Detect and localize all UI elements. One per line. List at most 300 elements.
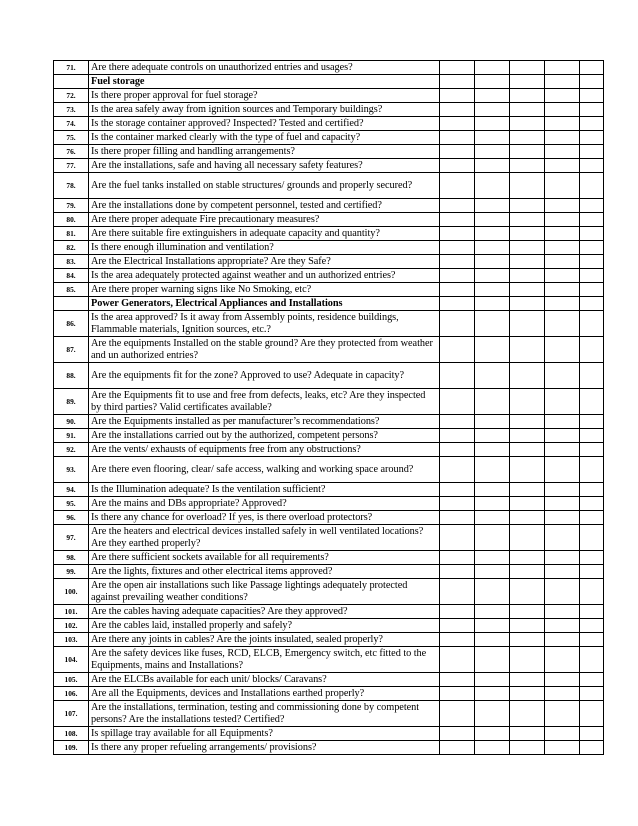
answer-cell-5[interactable]: [580, 199, 604, 213]
item-number: [54, 297, 89, 311]
answer-cell-1[interactable]: [440, 701, 475, 727]
answer-cell-2[interactable]: [475, 511, 510, 525]
answer-cell-3[interactable]: [510, 701, 545, 727]
answer-cell-3[interactable]: [510, 497, 545, 511]
answer-cell-3[interactable]: [510, 483, 545, 497]
answer-cell-3[interactable]: [510, 415, 545, 429]
answer-cell-4[interactable]: [545, 173, 580, 199]
answer-cell-1[interactable]: [440, 741, 475, 755]
answer-cell-2[interactable]: [475, 145, 510, 159]
answer-cell-4[interactable]: [545, 159, 580, 173]
answer-cell-1[interactable]: [440, 61, 475, 75]
answer-cell-1[interactable]: [440, 241, 475, 255]
answer-cell-5[interactable]: [580, 103, 604, 117]
answer-cell-3[interactable]: [510, 429, 545, 443]
answer-cell-2[interactable]: [475, 173, 510, 199]
answer-cell-1[interactable]: [440, 297, 475, 311]
answer-cell-2[interactable]: [475, 633, 510, 647]
answer-cell-4[interactable]: [545, 457, 580, 483]
answer-cell-1[interactable]: [440, 457, 475, 483]
answer-cell-3[interactable]: [510, 525, 545, 551]
answer-cell-5[interactable]: [580, 159, 604, 173]
question-text: Is the area approved? Is it away from Assembly points, residence buildings, Flammable materials, Ignition sources, etc.?: [89, 311, 440, 337]
answer-cell-1[interactable]: [440, 145, 475, 159]
answer-cell-1[interactable]: [440, 283, 475, 297]
question-text: Are there any joints in cables? Are the joints insulated, sealed properly?: [89, 633, 440, 647]
answer-cell-3[interactable]: [510, 579, 545, 605]
answer-cell-5[interactable]: [580, 241, 604, 255]
answer-cell-1[interactable]: [440, 159, 475, 173]
answer-cell-4[interactable]: [545, 269, 580, 283]
answer-cell-3[interactable]: [510, 173, 545, 199]
answer-cell-3[interactable]: [510, 741, 545, 755]
answer-cell-5[interactable]: [580, 619, 604, 633]
answer-cell-1[interactable]: [440, 117, 475, 131]
answer-cell-5[interactable]: [580, 213, 604, 227]
answer-cell-2[interactable]: [475, 283, 510, 297]
answer-cell-1[interactable]: [440, 565, 475, 579]
item-number: 73.: [54, 103, 89, 117]
item-number: 108.: [54, 727, 89, 741]
answer-cell-4[interactable]: [545, 429, 580, 443]
answer-cell-2[interactable]: [475, 687, 510, 701]
answer-cell-4[interactable]: [545, 687, 580, 701]
answer-cell-4[interactable]: [545, 363, 580, 389]
answer-cell-2[interactable]: [475, 61, 510, 75]
question-text: Are there even flooring, clear/ safe access, walking and working space around?: [89, 457, 440, 483]
checklist-row: [54, 61, 604, 75]
answer-cell-5[interactable]: [580, 363, 604, 389]
answer-cell-5[interactable]: [580, 633, 604, 647]
answer-cell-1[interactable]: [440, 579, 475, 605]
answer-cell-3[interactable]: [510, 443, 545, 457]
answer-cell-1[interactable]: [440, 131, 475, 145]
answer-cell-1[interactable]: [440, 269, 475, 283]
answer-cell-4[interactable]: [545, 61, 580, 75]
answer-cell-1[interactable]: [440, 525, 475, 551]
question-text: Is the area adequately protected against weather and un authorized entries?: [89, 269, 440, 283]
answer-cell-3[interactable]: [510, 283, 545, 297]
answer-cell-4[interactable]: [545, 213, 580, 227]
answer-cell-2[interactable]: [475, 565, 510, 579]
question-text: Is the storage container approved? Inspected? Tested and certified?: [89, 117, 440, 131]
answer-cell-3[interactable]: [510, 551, 545, 565]
checklist-row: [54, 619, 604, 633]
answer-cell-2[interactable]: [475, 117, 510, 131]
checklist-row: [54, 283, 604, 297]
answer-cell-2[interactable]: [475, 363, 510, 389]
item-number: 94.: [54, 483, 89, 497]
answer-cell-5[interactable]: [580, 429, 604, 443]
checklist-row: [54, 565, 604, 579]
answer-cell-4[interactable]: [545, 727, 580, 741]
answer-cell-5[interactable]: [580, 701, 604, 727]
item-number: 106.: [54, 687, 89, 701]
question-text: Are the installations done by competent personnel, tested and certified?: [89, 199, 440, 213]
answer-cell-4[interactable]: [545, 255, 580, 269]
answer-cell-3[interactable]: [510, 89, 545, 103]
section-title: Fuel storage: [89, 75, 440, 89]
answer-cell-3[interactable]: [510, 75, 545, 89]
checklist-row: [54, 199, 604, 213]
answer-cell-3[interactable]: [510, 145, 545, 159]
answer-cell-1[interactable]: [440, 429, 475, 443]
answer-cell-5[interactable]: [580, 565, 604, 579]
question-text: Are the fuel tanks installed on stable structures/ grounds and properly secured?: [89, 173, 440, 199]
item-number: 104.: [54, 647, 89, 673]
checklist-row: [54, 457, 604, 483]
answer-cell-4[interactable]: [545, 75, 580, 89]
answer-cell-5[interactable]: [580, 443, 604, 457]
answer-cell-5[interactable]: [580, 579, 604, 605]
answer-cell-5[interactable]: [580, 605, 604, 619]
checklist-row: [54, 117, 604, 131]
answer-cell-1[interactable]: [440, 619, 475, 633]
answer-cell-4[interactable]: [545, 633, 580, 647]
answer-cell-4[interactable]: [545, 525, 580, 551]
answer-cell-3[interactable]: [510, 103, 545, 117]
checklist-body: [54, 61, 604, 755]
answer-cell-3[interactable]: [510, 687, 545, 701]
checklist-row: [54, 673, 604, 687]
section-header-row: [54, 75, 604, 89]
answer-cell-1[interactable]: [440, 497, 475, 511]
answer-cell-3[interactable]: [510, 673, 545, 687]
answer-cell-5[interactable]: [580, 457, 604, 483]
answer-cell-1[interactable]: [440, 89, 475, 103]
item-number: 91.: [54, 429, 89, 443]
answer-cell-4[interactable]: [545, 337, 580, 363]
answer-cell-2[interactable]: [475, 727, 510, 741]
question-text: Is there any chance for overload? If yes, is there overload protectors?: [89, 511, 440, 525]
item-number: 74.: [54, 117, 89, 131]
question-text: Is there proper approval for fuel storage?: [89, 89, 440, 103]
question-text: Are all the Equipments, devices and Installations earthed properly?: [89, 687, 440, 701]
answer-cell-5[interactable]: [580, 297, 604, 311]
answer-cell-5[interactable]: [580, 75, 604, 89]
checklist-row: [54, 633, 604, 647]
question-text: Are the safety devices like fuses, RCD, ELCB, Emergency switch, etc fitted to the Equipments, mains and Installations?: [89, 647, 440, 673]
answer-cell-4[interactable]: [545, 497, 580, 511]
question-text: Are there adequate controls on unauthorized entries and usages?: [89, 61, 440, 75]
answer-cell-2[interactable]: [475, 457, 510, 483]
answer-cell-2[interactable]: [475, 159, 510, 173]
answer-cell-2[interactable]: [475, 673, 510, 687]
answer-cell-5[interactable]: [580, 89, 604, 103]
answer-cell-2[interactable]: [475, 605, 510, 619]
answer-cell-3[interactable]: [510, 159, 545, 173]
checklist-row: [54, 443, 604, 457]
answer-cell-3[interactable]: [510, 511, 545, 525]
answer-cell-2[interactable]: [475, 227, 510, 241]
answer-cell-1[interactable]: [440, 311, 475, 337]
answer-cell-5[interactable]: [580, 647, 604, 673]
answer-cell-2[interactable]: [475, 619, 510, 633]
answer-cell-2[interactable]: [475, 131, 510, 145]
question-text: Are the installations, termination, testing and commissioning done by competent persons? Are the installations tested? Certified?: [89, 701, 440, 727]
checklist-row: [54, 415, 604, 429]
answer-cell-5[interactable]: [580, 497, 604, 511]
item-number: 71.: [54, 61, 89, 75]
question-text: Are the Equipments installed as per manufacturer’s recommendations?: [89, 415, 440, 429]
answer-cell-2[interactable]: [475, 269, 510, 283]
checklist-row: [54, 687, 604, 701]
item-number: 84.: [54, 269, 89, 283]
checklist-row: [54, 389, 604, 415]
answer-cell-4[interactable]: [545, 551, 580, 565]
item-number: 83.: [54, 255, 89, 269]
checklist-row: [54, 159, 604, 173]
answer-cell-4[interactable]: [545, 619, 580, 633]
answer-cell-2[interactable]: [475, 199, 510, 213]
answer-cell-4[interactable]: [545, 511, 580, 525]
question-text: Are the vents/ exhausts of equipments free from any obstructions?: [89, 443, 440, 457]
question-text: Is there enough illumination and ventilation?: [89, 241, 440, 255]
item-number: 89.: [54, 389, 89, 415]
answer-cell-5[interactable]: [580, 255, 604, 269]
answer-cell-5[interactable]: [580, 131, 604, 145]
answer-cell-3[interactable]: [510, 565, 545, 579]
item-number: 90.: [54, 415, 89, 429]
answer-cell-3[interactable]: [510, 727, 545, 741]
question-text: Are the equipments fit for the zone? Approved to use? Adequate in capacity?: [89, 363, 440, 389]
answer-cell-3[interactable]: [510, 297, 545, 311]
answer-cell-2[interactable]: [475, 579, 510, 605]
answer-cell-5[interactable]: [580, 727, 604, 741]
answer-cell-3[interactable]: [510, 605, 545, 619]
checklist-row: [54, 551, 604, 565]
answer-cell-3[interactable]: [510, 457, 545, 483]
item-number: 87.: [54, 337, 89, 363]
answer-cell-2[interactable]: [475, 389, 510, 415]
answer-cell-4[interactable]: [545, 565, 580, 579]
checklist-row: [54, 497, 604, 511]
answer-cell-1[interactable]: [440, 443, 475, 457]
answer-cell-2[interactable]: [475, 103, 510, 117]
answer-cell-3[interactable]: [510, 389, 545, 415]
answer-cell-1[interactable]: [440, 199, 475, 213]
answer-cell-1[interactable]: [440, 415, 475, 429]
item-number: 101.: [54, 605, 89, 619]
answer-cell-4[interactable]: [545, 673, 580, 687]
answer-cell-4[interactable]: [545, 647, 580, 673]
checklist-row: [54, 255, 604, 269]
answer-cell-5[interactable]: [580, 311, 604, 337]
answer-cell-1[interactable]: [440, 227, 475, 241]
item-number: 76.: [54, 145, 89, 159]
answer-cell-2[interactable]: [475, 311, 510, 337]
checklist-row: [54, 525, 604, 551]
answer-cell-5[interactable]: [580, 525, 604, 551]
item-number: 95.: [54, 497, 89, 511]
answer-cell-5[interactable]: [580, 227, 604, 241]
answer-cell-5[interactable]: [580, 687, 604, 701]
answer-cell-2[interactable]: [475, 89, 510, 103]
answer-cell-4[interactable]: [545, 741, 580, 755]
item-number: 93.: [54, 457, 89, 483]
answer-cell-3[interactable]: [510, 61, 545, 75]
answer-cell-5[interactable]: [580, 173, 604, 199]
section-title: Power Generators, Electrical Appliances and Installations: [89, 297, 440, 311]
answer-cell-2[interactable]: [475, 429, 510, 443]
item-number: 99.: [54, 565, 89, 579]
answer-cell-4[interactable]: [545, 311, 580, 337]
answer-cell-2[interactable]: [475, 525, 510, 551]
item-number: 109.: [54, 741, 89, 755]
question-text: Are the mains and DBs appropriate? Approved?: [89, 497, 440, 511]
checklist-row: [54, 103, 604, 117]
answer-cell-5[interactable]: [580, 283, 604, 297]
answer-cell-4[interactable]: [545, 199, 580, 213]
question-text: Are the cables laid, installed properly and safely?: [89, 619, 440, 633]
answer-cell-3[interactable]: [510, 117, 545, 131]
question-text: Is spillage tray available for all Equipments?: [89, 727, 440, 741]
answer-cell-5[interactable]: [580, 415, 604, 429]
answer-cell-1[interactable]: [440, 673, 475, 687]
checklist-page: [53, 60, 604, 755]
answer-cell-5[interactable]: [580, 483, 604, 497]
answer-cell-1[interactable]: [440, 687, 475, 701]
question-text: Are the ELCBs available for each unit/ blocks/ Caravans?: [89, 673, 440, 687]
answer-cell-1[interactable]: [440, 75, 475, 89]
checklist-row: [54, 647, 604, 673]
answer-cell-4[interactable]: [545, 241, 580, 255]
answer-cell-3[interactable]: [510, 363, 545, 389]
answer-cell-1[interactable]: [440, 389, 475, 415]
answer-cell-1[interactable]: [440, 363, 475, 389]
answer-cell-4[interactable]: [545, 131, 580, 145]
checklist-row: [54, 429, 604, 443]
answer-cell-4[interactable]: [545, 89, 580, 103]
question-text: Are there proper adequate Fire precautionary measures?: [89, 213, 440, 227]
checklist-row: [54, 269, 604, 283]
item-number: 103.: [54, 633, 89, 647]
answer-cell-5[interactable]: [580, 551, 604, 565]
answer-cell-2[interactable]: [475, 647, 510, 673]
item-number: 79.: [54, 199, 89, 213]
answer-cell-5[interactable]: [580, 269, 604, 283]
answer-cell-1[interactable]: [440, 727, 475, 741]
answer-cell-4[interactable]: [545, 227, 580, 241]
item-number: [54, 75, 89, 89]
answer-cell-3[interactable]: [510, 311, 545, 337]
answer-cell-5[interactable]: [580, 673, 604, 687]
answer-cell-4[interactable]: [545, 297, 580, 311]
answer-cell-3[interactable]: [510, 647, 545, 673]
answer-cell-1[interactable]: [440, 511, 475, 525]
checklist-row: [54, 701, 604, 727]
answer-cell-5[interactable]: [580, 741, 604, 755]
answer-cell-1[interactable]: [440, 605, 475, 619]
item-number: 96.: [54, 511, 89, 525]
answer-cell-4[interactable]: [545, 701, 580, 727]
answer-cell-4[interactable]: [545, 389, 580, 415]
answer-cell-3[interactable]: [510, 199, 545, 213]
answer-cell-4[interactable]: [545, 443, 580, 457]
answer-cell-1[interactable]: [440, 173, 475, 199]
answer-cell-2[interactable]: [475, 415, 510, 429]
answer-cell-4[interactable]: [545, 605, 580, 619]
answer-cell-5[interactable]: [580, 389, 604, 415]
answer-cell-3[interactable]: [510, 269, 545, 283]
item-number: 92.: [54, 443, 89, 457]
answer-cell-3[interactable]: [510, 227, 545, 241]
checklist-row: [54, 483, 604, 497]
answer-cell-1[interactable]: [440, 551, 475, 565]
answer-cell-5[interactable]: [580, 61, 604, 75]
answer-cell-2[interactable]: [475, 701, 510, 727]
answer-cell-2[interactable]: [475, 497, 510, 511]
answer-cell-4[interactable]: [545, 283, 580, 297]
answer-cell-5[interactable]: [580, 117, 604, 131]
answer-cell-1[interactable]: [440, 483, 475, 497]
answer-cell-1[interactable]: [440, 213, 475, 227]
answer-cell-3[interactable]: [510, 619, 545, 633]
item-number: 77.: [54, 159, 89, 173]
checklist-row: [54, 727, 604, 741]
question-text: Are there proper warning signs like No Smoking, etc?: [89, 283, 440, 297]
question-text: Is there proper filling and handling arrangements?: [89, 145, 440, 159]
answer-cell-3[interactable]: [510, 213, 545, 227]
answer-cell-1[interactable]: [440, 103, 475, 117]
answer-cell-1[interactable]: [440, 647, 475, 673]
answer-cell-2[interactable]: [475, 337, 510, 363]
answer-cell-2[interactable]: [475, 741, 510, 755]
question-text: Is the area safely away from ignition sources and Temporary buildings?: [89, 103, 440, 117]
question-text: Are the installations carried out by the authorized, competent persons?: [89, 429, 440, 443]
answer-cell-3[interactable]: [510, 633, 545, 647]
item-number: 107.: [54, 701, 89, 727]
answer-cell-4[interactable]: [545, 117, 580, 131]
answer-cell-2[interactable]: [475, 297, 510, 311]
answer-cell-4[interactable]: [545, 103, 580, 117]
answer-cell-2[interactable]: [475, 551, 510, 565]
item-number: 80.: [54, 213, 89, 227]
answer-cell-3[interactable]: [510, 241, 545, 255]
item-number: 85.: [54, 283, 89, 297]
answer-cell-4[interactable]: [545, 483, 580, 497]
item-number: 81.: [54, 227, 89, 241]
checklist-row: [54, 579, 604, 605]
question-text: Are there sufficient sockets available for all requirements?: [89, 551, 440, 565]
answer-cell-3[interactable]: [510, 131, 545, 145]
answer-cell-1[interactable]: [440, 255, 475, 269]
answer-cell-4[interactable]: [545, 579, 580, 605]
answer-cell-2[interactable]: [475, 241, 510, 255]
checklist-row: [54, 89, 604, 103]
answer-cell-2[interactable]: [475, 213, 510, 227]
answer-cell-2[interactable]: [475, 483, 510, 497]
answer-cell-2[interactable]: [475, 255, 510, 269]
checklist-row: [54, 363, 604, 389]
answer-cell-5[interactable]: [580, 145, 604, 159]
answer-cell-4[interactable]: [545, 415, 580, 429]
answer-cell-1[interactable]: [440, 633, 475, 647]
item-number: 97.: [54, 525, 89, 551]
checklist-table: [53, 60, 604, 755]
answer-cell-2[interactable]: [475, 443, 510, 457]
answer-cell-1[interactable]: [440, 337, 475, 363]
checklist-row: [54, 227, 604, 241]
answer-cell-4[interactable]: [545, 145, 580, 159]
answer-cell-2[interactable]: [475, 75, 510, 89]
answer-cell-3[interactable]: [510, 337, 545, 363]
item-number: 102.: [54, 619, 89, 633]
answer-cell-5[interactable]: [580, 511, 604, 525]
item-number: 100.: [54, 579, 89, 605]
answer-cell-3[interactable]: [510, 255, 545, 269]
answer-cell-5[interactable]: [580, 337, 604, 363]
